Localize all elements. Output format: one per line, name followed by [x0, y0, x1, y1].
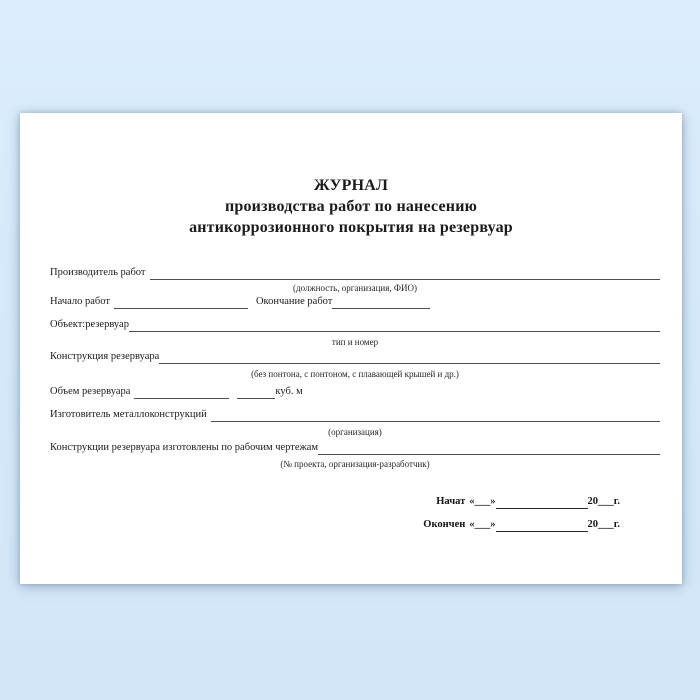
start-fill-line: [114, 294, 248, 309]
field-start-label: Начало работ: [50, 296, 110, 307]
field-drawings-label: Конструкции резервуара изготовлены по рабочим чертежам: [50, 442, 319, 453]
date-started-label: Начат: [436, 496, 466, 507]
manufacturer-fill-line: [211, 407, 660, 422]
field-construction-row: [50, 350, 660, 364]
date-finished-label: Окончен: [423, 519, 466, 530]
journal-title: [20, 175, 682, 238]
date-finished-fill-line: [496, 517, 588, 532]
producer-fill-line: [150, 265, 661, 280]
construction-fill-line: [159, 349, 660, 364]
date-started-fill-line: [496, 494, 588, 509]
field-drawings-hint: (№ проекта, организация-разработчик): [280, 459, 430, 469]
date-started-row: [423, 495, 620, 509]
field-construction-hint: (без понтона, с понтоном, с плавающей крышей и др.): [251, 369, 459, 379]
field-construction-label: Конструкция резервуара: [50, 351, 160, 362]
date-started-day-blank: «___»: [469, 496, 496, 507]
field-start-end-row: [50, 295, 660, 309]
journal-title-line-1: ЖУРНАЛ: [313, 177, 389, 194]
field-producer-hint: (должность, организация, ФИО): [293, 283, 417, 293]
volume-fill-line-1: [134, 384, 229, 399]
journal-title-line-2: производства работ по нанесению: [224, 198, 478, 215]
field-producer-label: Производитель работ: [50, 267, 146, 278]
date-finished-day-blank: «___»: [469, 519, 496, 530]
object-fill-line: [129, 317, 660, 332]
journal-title-line-3: антикоррозионного покрытия на резервуар: [189, 219, 513, 236]
field-volume-row: [50, 385, 660, 399]
field-end-label: Окончание работ: [255, 296, 333, 307]
field-manufacturer-row: [50, 408, 660, 422]
document-sheet: [20, 113, 682, 584]
date-started-year-blank: 20___г.: [587, 496, 620, 507]
end-fill-line: [332, 294, 430, 309]
volume-fill-line-2: [237, 384, 275, 399]
field-manufacturer-label: Изготовитель металлоконструкций: [50, 409, 207, 420]
field-producer-row: [50, 266, 660, 280]
field-object-row: [50, 318, 660, 332]
field-object-label: Объект:резервуар: [50, 319, 129, 330]
field-volume-label: Объем резервуара: [50, 386, 131, 397]
field-volume-unit: куб. м: [275, 386, 303, 397]
field-object-hint: тип и номер: [331, 337, 379, 347]
date-finished-year-blank: 20___г.: [587, 519, 620, 530]
drawings-fill-line: [318, 440, 660, 455]
field-drawings-row: [50, 441, 660, 455]
date-finished-row: [423, 518, 620, 532]
field-manufacturer-hint: (организация): [328, 427, 382, 437]
